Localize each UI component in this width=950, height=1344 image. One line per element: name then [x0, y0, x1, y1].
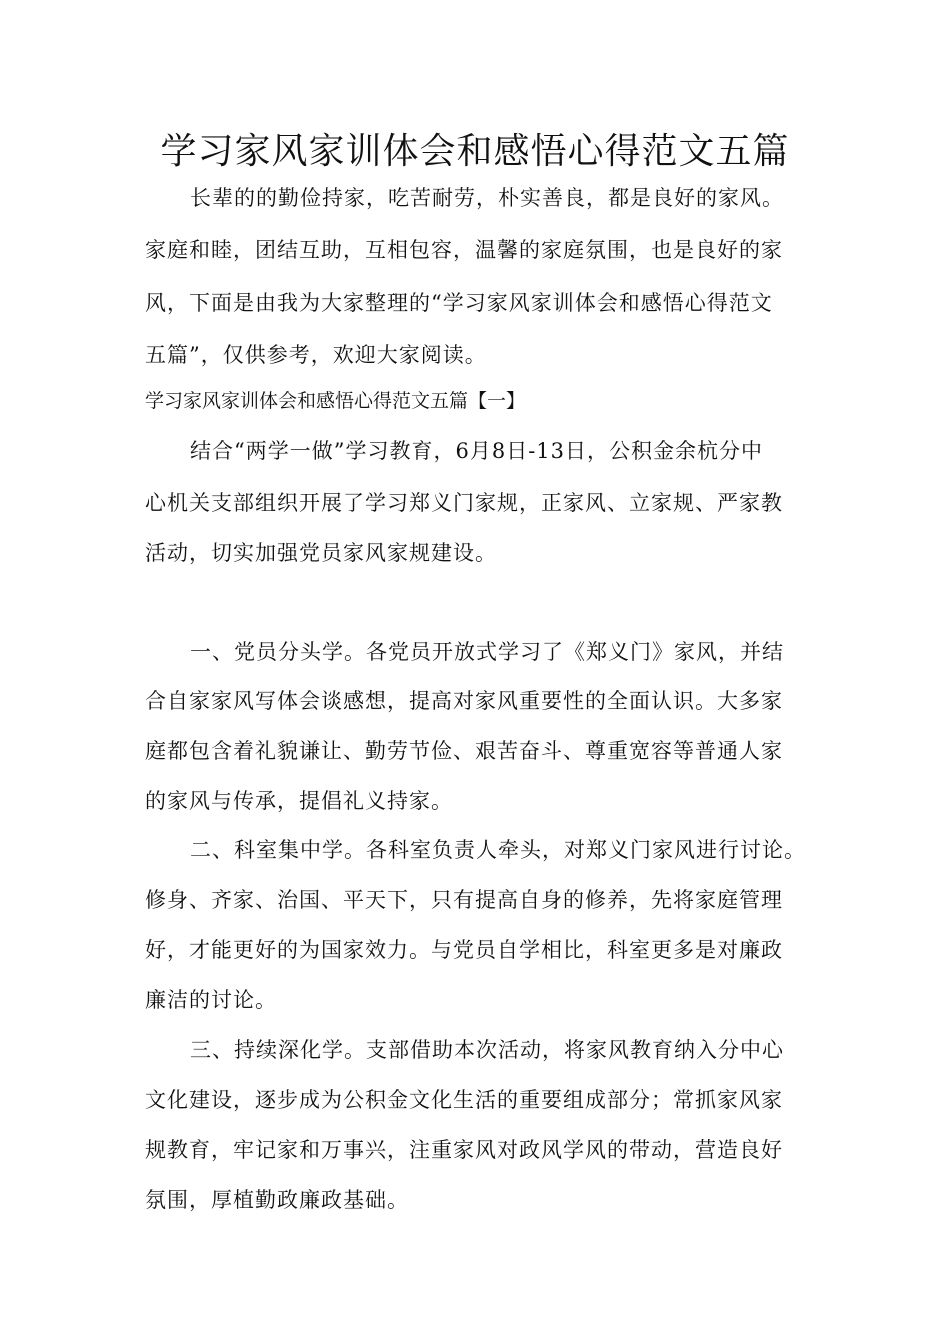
paragraph-line: 文化建设，逐步成为公积金文化生活的重要组成部分；常抓家风家 [145, 1088, 783, 1112]
paragraph-line: 一、党员分头学。各党员开放式学习了《郑义门》家风，并结 [190, 640, 784, 664]
paragraph-line: 廉洁的讨论。 [145, 988, 277, 1012]
paragraph-line: 规教育，牢记家和万事兴，注重家风对政风学风的带动，营造良好 [145, 1138, 783, 1162]
document-title: 学习家风家训体会和感悟心得范文五篇 [160, 131, 790, 172]
intro-line: 家庭和睦，团结互助，互相包容，温馨的家庭氛围，也是良好的家 [145, 238, 783, 262]
paragraph-line: 合自家家风写体会谈感想，提高对家风重要性的全面认识。大多家 [145, 689, 783, 713]
paragraph-line: 好，才能更好的为国家效力。与党员自学相比，科室更多是对廉政 [145, 938, 783, 962]
paragraph-line: 庭都包含着礼貌谦让、勤劳节俭、艰苦奋斗、尊重宽容等普通人家 [145, 739, 783, 763]
paragraph-line: 三、持续深化学。支部借助本次活动，将家风教育纳入分中心 [190, 1038, 784, 1062]
intro-line: 长辈的的勤俭持家，吃苦耐劳，朴实善良，都是良好的家风。 [190, 186, 784, 210]
paragraph-line: 心机关支部组织开展了学习郑义门家规，正家风、立家规、严家教 [145, 491, 783, 515]
paragraph-line: 的家风与传承，提倡礼义持家。 [145, 789, 453, 813]
section-heading: 学习家风家训体会和感悟心得范文五篇【一】 [145, 390, 526, 412]
intro-line: 风，下面是由我为大家整理的“学习家风家训体会和感悟心得范文 [145, 291, 773, 315]
paragraph-line: 修身、齐家、治国、平天下，只有提高自身的修养，先将家庭管理 [145, 888, 783, 912]
paragraph-line: 活动，切实加强党员家风家规建设。 [145, 541, 497, 565]
intro-line: 五篇”，仅供参考，欢迎大家阅读。 [145, 343, 487, 367]
paragraph-line: 二、科室集中学。各科室负责人牵头，对郑义门家风进行讨论。 [190, 838, 806, 862]
paragraph-line: 结合“两学一做”学习教育，6月8日-13日，公积金余杭分中 [190, 439, 764, 463]
paragraph-line: 氛围，厚植勤政廉政基础。 [145, 1188, 409, 1212]
